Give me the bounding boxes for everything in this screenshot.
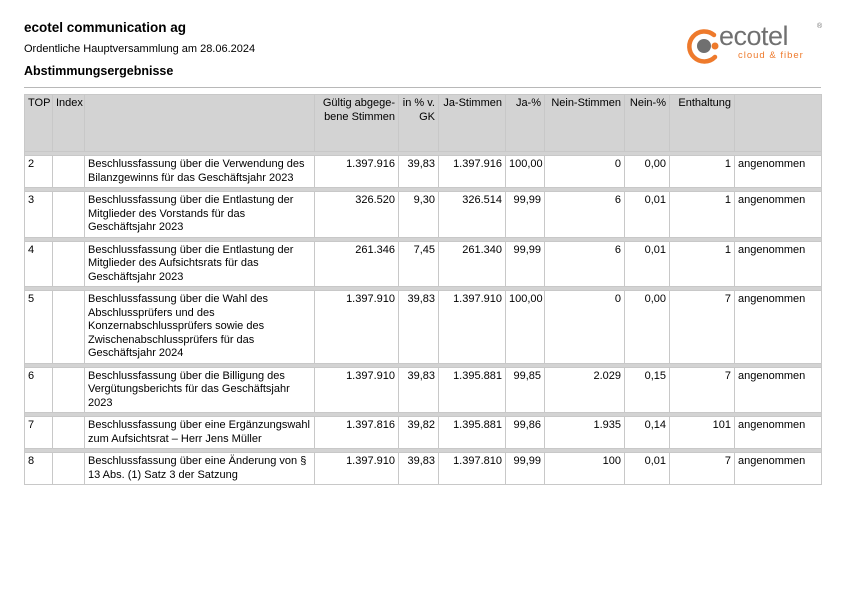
- valid-votes-cell: 1.397.916: [315, 156, 399, 188]
- no-percent-cell: 0,14: [625, 417, 670, 449]
- logo-wordmark: ecotel: [719, 21, 789, 51]
- description-cell: Beschlussfassung über eine Änderung von § 13 Abs. (1) Satz 3 der Satzung: [85, 453, 315, 485]
- description-cell: Beschlussfassung über die Wahl des Abschlussprüfers und des Konzernabschlussprüfers sowie des Zwischenabschlussprüfers für das Geschäftsjahr 2024: [85, 291, 315, 364]
- top-cell: 7: [25, 417, 53, 449]
- yes-percent-cell: 100,00: [506, 156, 545, 188]
- abstentions-cell: 1: [670, 241, 735, 287]
- col-header-no-percent: Nein-%: [625, 95, 670, 152]
- no-percent-cell: 0,00: [625, 291, 670, 364]
- col-header-top: TOP: [25, 95, 53, 152]
- result-cell: angenommen: [735, 156, 822, 188]
- company-name: ecotel communication ag: [24, 20, 187, 35]
- no-percent-cell: 0,00: [625, 156, 670, 188]
- voting-results-table: [24, 94, 822, 485]
- no-votes-cell: 6: [545, 192, 625, 238]
- ecotel-logo-icon: [684, 26, 724, 66]
- result-cell: angenommen: [735, 417, 822, 449]
- logo-registered-mark: ®: [817, 23, 823, 30]
- index-cell: [53, 417, 85, 449]
- ecotel-logo: [684, 20, 824, 68]
- percent-capital-cell: 39,83: [399, 156, 439, 188]
- yes-percent-cell: 99,86: [506, 417, 545, 449]
- abstentions-cell: 7: [670, 453, 735, 485]
- yes-votes-cell: 1.397.916: [439, 156, 506, 188]
- logo-tagline: cloud & fiber: [738, 50, 804, 61]
- no-percent-cell: 0,01: [625, 192, 670, 238]
- col-header-valid-votes: Gültig abgege-bene Stimmen: [315, 95, 399, 152]
- col-header-description: [85, 95, 315, 152]
- no-percent-cell: 0,15: [625, 367, 670, 413]
- yes-percent-cell: 99,99: [506, 453, 545, 485]
- yes-votes-cell: 1.397.810: [439, 453, 506, 485]
- valid-votes-cell: 261.346: [315, 241, 399, 287]
- no-percent-cell: 0,01: [625, 453, 670, 485]
- col-header-index: Index: [53, 95, 85, 152]
- no-votes-cell: 0: [545, 156, 625, 188]
- percent-capital-cell: 39,83: [399, 291, 439, 364]
- col-header-result: [735, 95, 822, 152]
- index-cell: [53, 192, 85, 238]
- yes-votes-cell: 1.397.910: [439, 291, 506, 364]
- index-cell: [53, 367, 85, 413]
- index-cell: [53, 291, 85, 364]
- col-header-yes-votes: Ja-Stimmen: [439, 95, 506, 152]
- percent-capital-cell: 7,45: [399, 241, 439, 287]
- abstentions-cell: 7: [670, 291, 735, 364]
- abstentions-cell: 1: [670, 192, 735, 238]
- table-row: [25, 417, 822, 449]
- result-cell: angenommen: [735, 367, 822, 413]
- yes-votes-cell: 261.340: [439, 241, 506, 287]
- index-cell: [53, 156, 85, 188]
- description-cell: Beschlussfassung über die Billigung des Vergütungsberichts für das Geschäftsjahr 2023: [85, 367, 315, 413]
- index-cell: [53, 453, 85, 485]
- col-header-no-votes: Nein-Stimmen: [545, 95, 625, 152]
- no-votes-cell: 0: [545, 291, 625, 364]
- yes-percent-cell: 99,99: [506, 241, 545, 287]
- yes-votes-cell: 1.395.881: [439, 417, 506, 449]
- percent-capital-cell: 39,83: [399, 367, 439, 413]
- yes-votes-cell: 326.514: [439, 192, 506, 238]
- abstentions-cell: 101: [670, 417, 735, 449]
- yes-percent-cell: 99,85: [506, 367, 545, 413]
- col-header-percent-capital: in % v. GK: [399, 95, 439, 152]
- no-votes-cell: 2.029: [545, 367, 625, 413]
- no-percent-cell: 0,01: [625, 241, 670, 287]
- top-cell: 3: [25, 192, 53, 238]
- header-rule: [24, 87, 821, 88]
- no-votes-cell: 1.935: [545, 417, 625, 449]
- result-cell: angenommen: [735, 192, 822, 238]
- col-header-abstentions: Enthaltung: [670, 95, 735, 152]
- table-row: [25, 156, 822, 188]
- top-cell: 2: [25, 156, 53, 188]
- percent-capital-cell: 9,30: [399, 192, 439, 238]
- percent-capital-cell: 39,82: [399, 417, 439, 449]
- meeting-line: Ordentliche Hauptversammlung am 28.06.2024: [24, 43, 256, 55]
- table-row: [25, 291, 822, 364]
- yes-percent-cell: 99,99: [506, 192, 545, 238]
- valid-votes-cell: 1.397.816: [315, 417, 399, 449]
- document-title: Abstimmungsergebnisse: [24, 64, 174, 78]
- description-cell: Beschlussfassung über die Entlastung der Mitglieder des Vorstands für das Geschäftsjahr 2023: [85, 192, 315, 238]
- top-cell: 4: [25, 241, 53, 287]
- description-cell: Beschlussfassung über die Verwendung des Bilanzgewinns für das Geschäftsjahr 2023: [85, 156, 315, 188]
- yes-percent-cell: 100,00: [506, 291, 545, 364]
- yes-votes-cell: 1.395.881: [439, 367, 506, 413]
- description-cell: Beschlussfassung über eine Ergänzungswahl zum Aufsichtsrat – Herr Jens Müller: [85, 417, 315, 449]
- table-row: [25, 453, 822, 485]
- percent-capital-cell: 39,83: [399, 453, 439, 485]
- valid-votes-cell: 1.397.910: [315, 291, 399, 364]
- result-cell: angenommen: [735, 453, 822, 485]
- top-cell: 8: [25, 453, 53, 485]
- result-cell: angenommen: [735, 291, 822, 364]
- valid-votes-cell: 326.520: [315, 192, 399, 238]
- abstentions-cell: 1: [670, 156, 735, 188]
- abstentions-cell: 7: [670, 367, 735, 413]
- valid-votes-cell: 1.397.910: [315, 367, 399, 413]
- table-row: [25, 241, 822, 287]
- table-header-row: [25, 95, 822, 152]
- no-votes-cell: 6: [545, 241, 625, 287]
- result-cell: angenommen: [735, 241, 822, 287]
- index-cell: [53, 241, 85, 287]
- no-votes-cell: 100: [545, 453, 625, 485]
- top-cell: 5: [25, 291, 53, 364]
- table-row: [25, 192, 822, 238]
- valid-votes-cell: 1.397.910: [315, 453, 399, 485]
- description-cell: Beschlussfassung über die Entlastung der Mitglieder des Aufsichtsrats für das Geschäftsjahr 2023: [85, 241, 315, 287]
- top-cell: 6: [25, 367, 53, 413]
- table-row: [25, 367, 822, 413]
- col-header-yes-percent: Ja-%: [506, 95, 545, 152]
- table-body: [25, 152, 822, 485]
